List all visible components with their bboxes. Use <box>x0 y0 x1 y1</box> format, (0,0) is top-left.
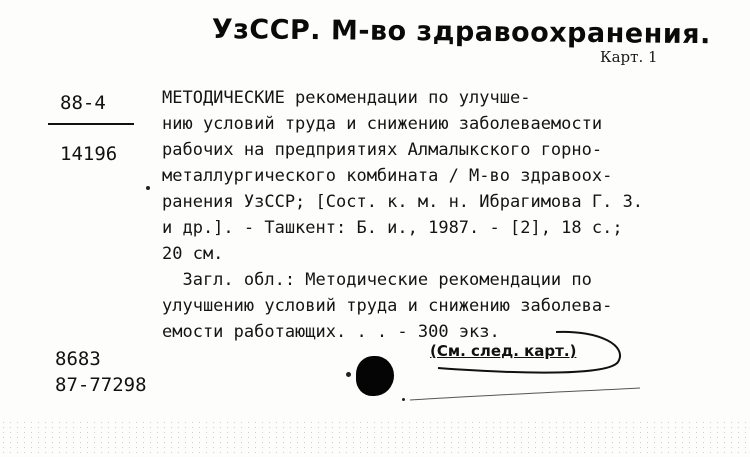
ink-speck <box>346 372 351 377</box>
see-next-card-note: (См. след. карт.) <box>430 342 577 360</box>
entry-line: нию условий труда и снижению заболеваемости <box>162 114 603 134</box>
handwritten-header: УзССР. М-во здравоохранения. <box>211 14 711 51</box>
entry-line: рабочих на предприятиях Алмалыкского горно- <box>162 140 603 160</box>
ink-speck <box>146 186 150 190</box>
scan-noise <box>0 420 750 457</box>
entry-line: ранения УзССР; [Сост. к. м. н. Ибрагимова Г. З. <box>162 192 644 212</box>
inventory-number-2: 87-77298 <box>55 374 147 396</box>
inventory-number-1: 8683 <box>55 348 101 370</box>
shelf-mark-bottom: 14196 <box>60 143 118 165</box>
entry-line: МЕТОДИЧЕСКИЕ рекомендации по улучше- <box>162 88 531 108</box>
card-number: Карт. 1 <box>600 48 658 66</box>
entry-line: металлургического комбината / М-во здравоох- <box>162 166 613 186</box>
entry-line: 20 см. <box>162 244 224 264</box>
note-line: улучшению условий труда и снижению заболева- <box>162 296 613 316</box>
shelf-mark-top: 88-4 <box>60 92 106 114</box>
ink-speck <box>402 398 405 401</box>
note-line: емости работающих. . . - 300 экз. <box>162 322 500 342</box>
note-line: Загл. обл.: Методические рекомендации по <box>162 270 592 290</box>
entry-line: и др.]. - Ташкент: Б. и., 1987. - [2], 18 с.; <box>162 218 623 238</box>
